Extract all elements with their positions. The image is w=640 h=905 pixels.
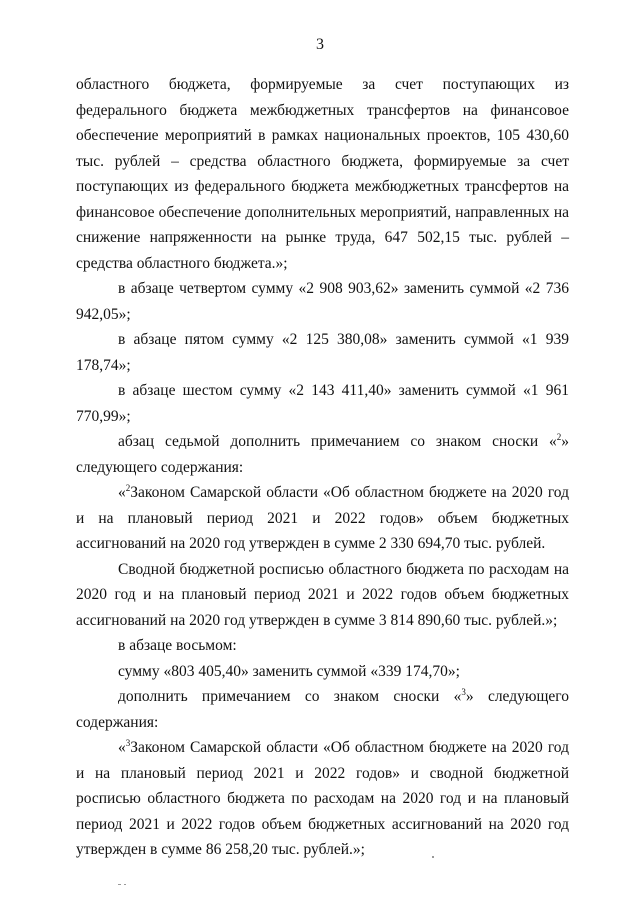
- text-part: » следующего содержания:: [76, 433, 569, 476]
- open-quote: «: [118, 739, 126, 756]
- footnote-mark: 2: [556, 432, 562, 442]
- paragraph-footnote-3: [76, 735, 569, 863]
- paragraph-add-note: [76, 684, 569, 735]
- scan-speck: [432, 856, 434, 858]
- scan-speck: [124, 884, 126, 885]
- paragraph-amend-sixth: в абзаце шестом сумму «2 143 411,40» заменить суммой «1 961 770,99»;: [76, 382, 569, 425]
- open-quote: «: [118, 484, 126, 501]
- text-part: Законом Самарской области «Об областном бюджете на 2020 год и на плановый период 2021 и 2022 годов» объем бюджетных ассигнований на 2020 год утвержден в сумме 2 330 694,70 тыс. рублей.: [76, 484, 569, 552]
- paragraph-footnote-2: [76, 480, 569, 557]
- paragraph-budget-list: Сводной бюджетной росписью областного бюджета по расходам на 2020 год и на плановый период 2021 и 2022 годов объем бюджетных ассигнований на 2020 год утвержден в сумме 3 814 890,60 тыс. рублей.»;: [76, 560, 569, 629]
- paragraph-continuation: областного бюджета, формируемые за счет поступающих из федерального бюджета межбюджетных трансфертов на финансовое обеспечение мероприятий в рамках национальных проектов, 105 430,60 тыс. рублей – средства областного бюджета, формируемые за счет поступающих из федерального бюджета межбюджетных трансфертов на финансовое обеспечение дополнительных мероприятий, направленных на снижение напряженности на рынке труда, 647 502,15 тыс. рублей – средства областного бюджета.»;: [76, 76, 569, 272]
- paragraph-eighth: в абзаце восьмом:: [118, 637, 237, 654]
- footnote-mark: 2: [125, 483, 131, 493]
- text-part: дополнить примечанием со знаком сноски «: [118, 688, 462, 705]
- paragraph-amend-fifth: в абзаце пятом сумму «2 125 380,08» заменить суммой «1 939 178,74»;: [76, 331, 569, 374]
- text-part: Законом Самарской области «Об областном бюджете на 2020 год и на плановый период 2021 и 2022 годов» и сводной бюджетной росписью областного бюджета по расходам на 2020 год и на плановый период 2021 и 2022 годов объем бюджетных ассигнований на 2020 год утвержден в сумме 86 258,20 тыс. рублей.»;: [76, 739, 569, 858]
- text-part: » следующего содержания:: [76, 688, 569, 731]
- paragraph-amend-fourth: в абзаце четвертом сумму «2 908 903,62» заменить суммой «2 736 942,05»;: [76, 280, 569, 323]
- footnote-mark: 3: [461, 687, 466, 697]
- text-part: абзац седьмой дополнить примечанием со знаком сноски «: [118, 433, 557, 450]
- footnote-mark: 3: [125, 738, 131, 748]
- paragraph-sum-replace: сумму «803 405,40» заменить суммой «339 174,70»;: [118, 662, 460, 680]
- page-number: 3: [316, 36, 324, 53]
- document-body: [76, 72, 569, 863]
- scan-speck: [118, 884, 121, 885]
- paragraph-amend-seventh: [76, 429, 569, 480]
